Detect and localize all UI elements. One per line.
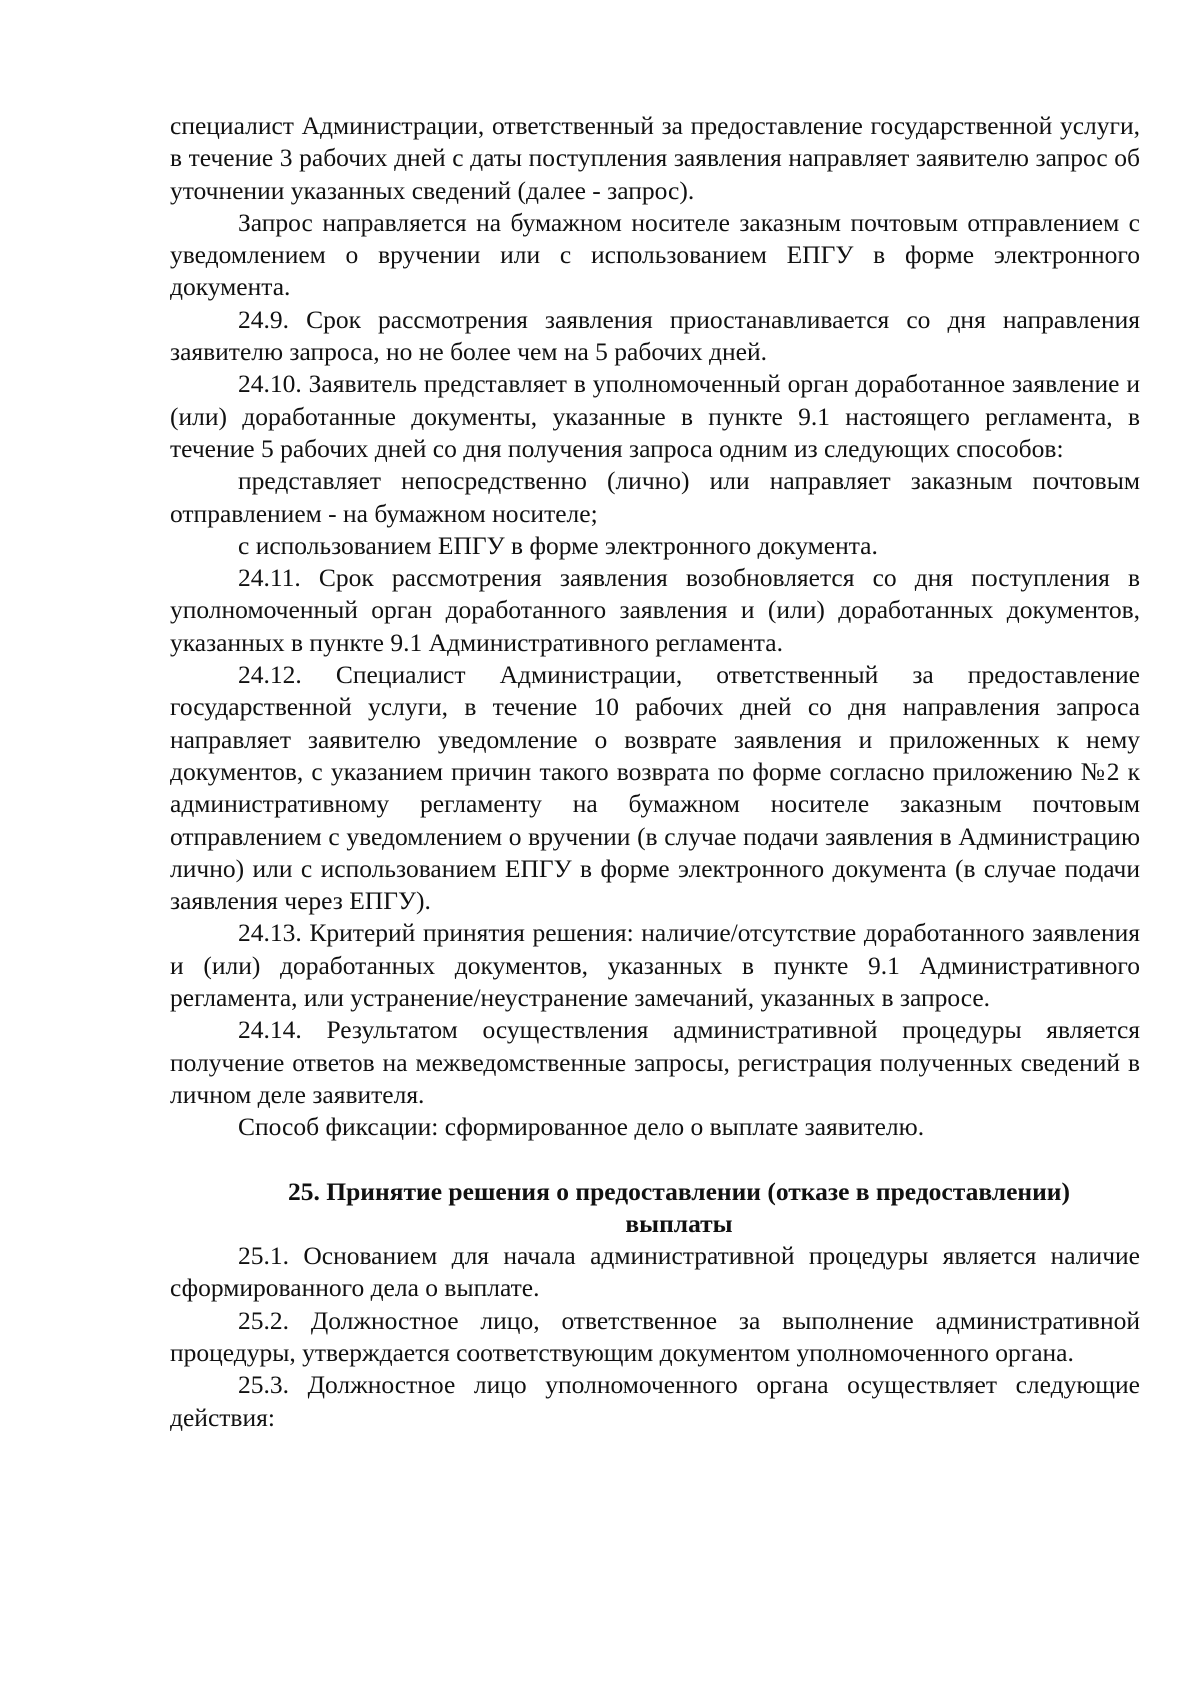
paragraph-submission-epgu: с использованием ЕПГУ в форме электронного документа. [238,530,878,560]
paragraph-24-12: 24.12. Специалист Администрации, ответственный за предоставление государственной услуги, в течение 10 рабочих дней со дня направления запроса направляет заявителю уведомление о возврате заявления и приложенных к нему документов, с указанием причин такого возврата по форме согласно приложению №2 к административному регламенту на бумажном носителе заказным почтовым отправлением с уведомлением о вручении (в случае подачи заявления в Администрацию лично) или с использованием ЕПГУ в форме электронного документа (в случае подачи заявления через ЕПГУ). [170,660,1140,916]
paragraph-25-3: 25.3. Должностное лицо уполномоченного органа осуществляет следующие действия: [170,1370,1140,1432]
paragraph-24-10: 24.10. Заявитель представляет в уполномоченный орган доработанное заявление и (или) доработанные документы, указанные в пункте 9.1 настоящего регламента, в течение 5 рабочих дней со дня получения запроса одним из следующих способов: [170,369,1140,463]
paragraph-24-11: 24.11. Срок рассмотрения заявления возобновляется со дня поступления в уполномоченный орган доработанного заявления и (или) доработанных документов, указанных в пункте 9.1 Административного регламента. [170,563,1140,657]
section-spacer [170,1144,1140,1176]
paragraph-24-9: 24.9. Срок рассмотрения заявления приостанавливается со дня направления заявителю запроса, но не более чем на 5 рабочих дней. [170,304,1140,367]
section-heading-line-1: 25. Принятие решения о предоставлении (отказе в предоставлении) [288,1176,1070,1206]
paragraph-25-1: 25.1. Основанием для начала административной процедуры является наличие сформированного дела о выплате. [170,1241,1140,1303]
paragraph-fixation-method: Способ фиксации: сформированное дело о выплате заявителю. [238,1112,925,1142]
paragraph-25-2: 25.2. Должностное лицо, ответственное за выполнение административной процедуры, утверждается соответствующим документом уполномоченного органа. [170,1305,1140,1367]
section-heading-line-2: выплаты [625,1208,733,1238]
paragraph-continuation: специалист Администрации, ответственный за предоставление государственной услуги, в течение 3 рабочих дней с даты поступления заявления направляет заявителю запрос об уточнении указанных сведений (далее - запрос). [170,111,1140,205]
paragraph-24-13: 24.13. Критерий принятия решения: наличие/отсутствие доработанного заявления и (или) доработанных документов, указанных в пункте 9.1 Административного регламента, или устранение/неустранение замечаний, указанных в запросе. [170,918,1140,1013]
paragraph-24-14: 24.14. Результатом осуществления административной процедуры является получение ответов на межведомственные запросы, регистрация полученных сведений в личном деле заявителя. [170,1015,1140,1109]
paragraph-request-method: Запрос направляется на бумажном носителе заказным почтовым отправлением с уведомлением о вручении или с использованием ЕПГУ в форме электронного документа. [170,207,1140,302]
paragraph-submission-in-person: представляет непосредственно (лично) или направляет заказным почтовым отправлением - на бумажном носителе; [170,466,1140,528]
document-page [170,110,1140,1434]
